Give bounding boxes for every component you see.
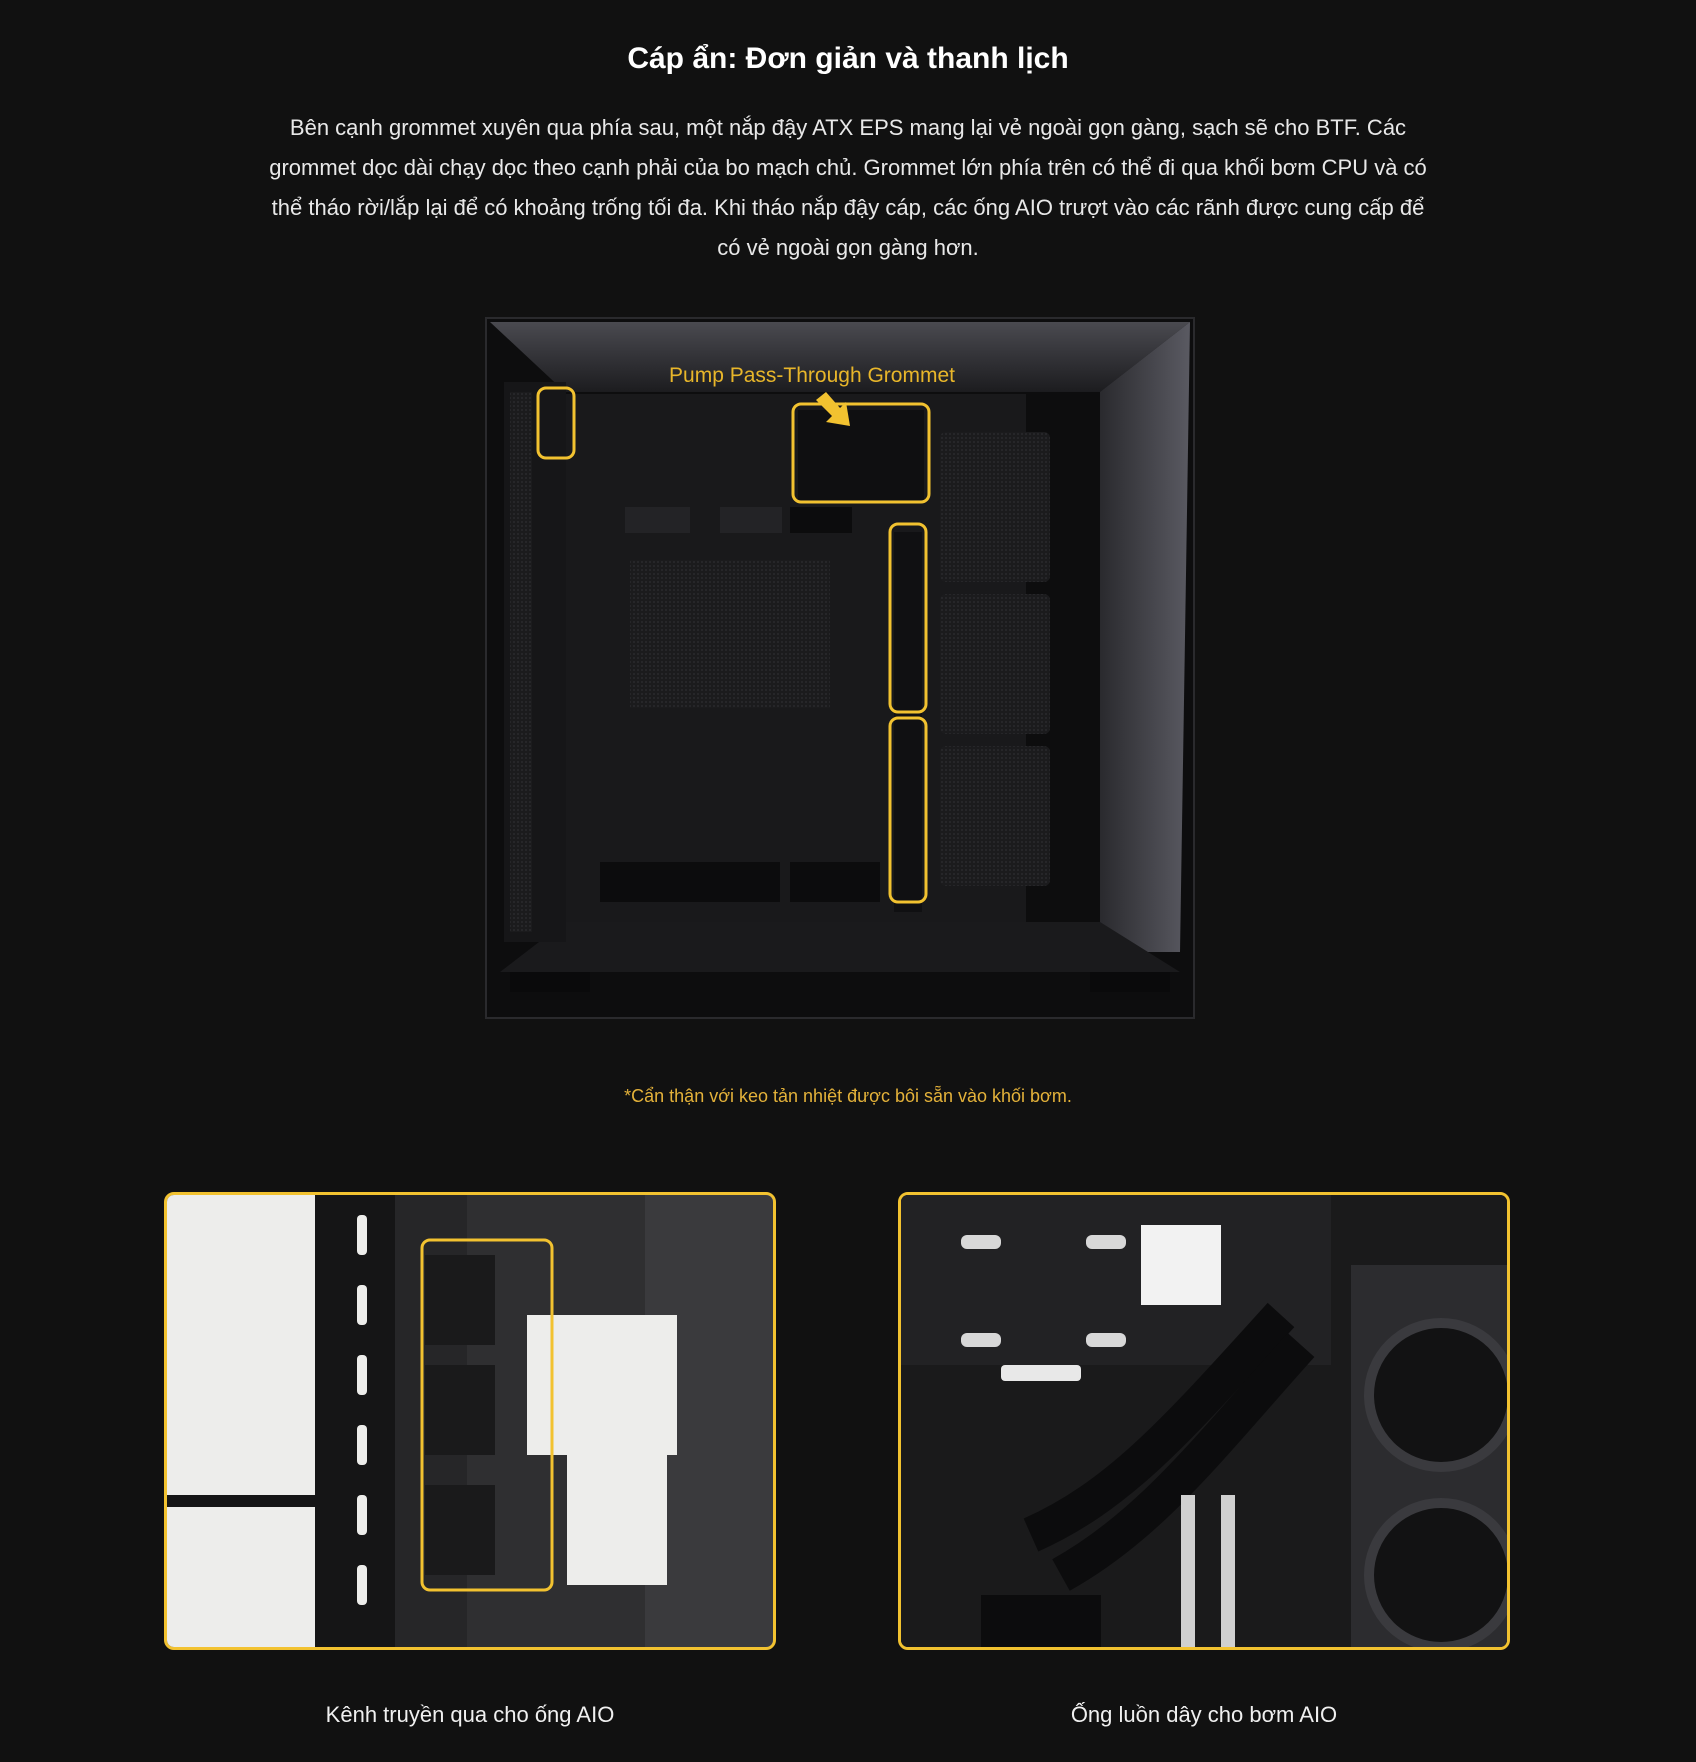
warning-note: *Cẩn thận với keo tản nhiệt được bôi sẵn vào khối bơm. [624,1086,1072,1106]
pc-case-image [480,312,1200,1028]
detail-image-aio-channel [164,1192,776,1650]
section-title: Cáp ẩn: Đơn giản và thanh lịch [627,42,1069,75]
caption-aio-channel: Kênh truyền qua cho ống AIO [325,1702,615,1727]
callout-label: Pump Pass-Through Grommet [669,364,955,387]
section-description: Bên cạnh grommet xuyên qua phía sau, một nắp đậy ATX EPS mang lại vẻ ngoài gọn gàng, sạch sẽ cho BTF. Các grommet dọc dài chạy dọc theo cạnh phải của bo mạch chủ. Grommet lớn phía trên có thể đi qua khối bơm CPU và có thể tháo rời/lắp lại để có khoảng trống tối đa. Khi tháo nắp đậy cáp, các ống AIO trượt vào các rãnh được cung cấp để có vẻ ngoài gọn gàng hơn. [269,115,1427,260]
caption-pump-cable: Ống luồn dây cho bơm AIO [1070,1702,1338,1727]
detail-image-pump-cable [898,1192,1510,1650]
